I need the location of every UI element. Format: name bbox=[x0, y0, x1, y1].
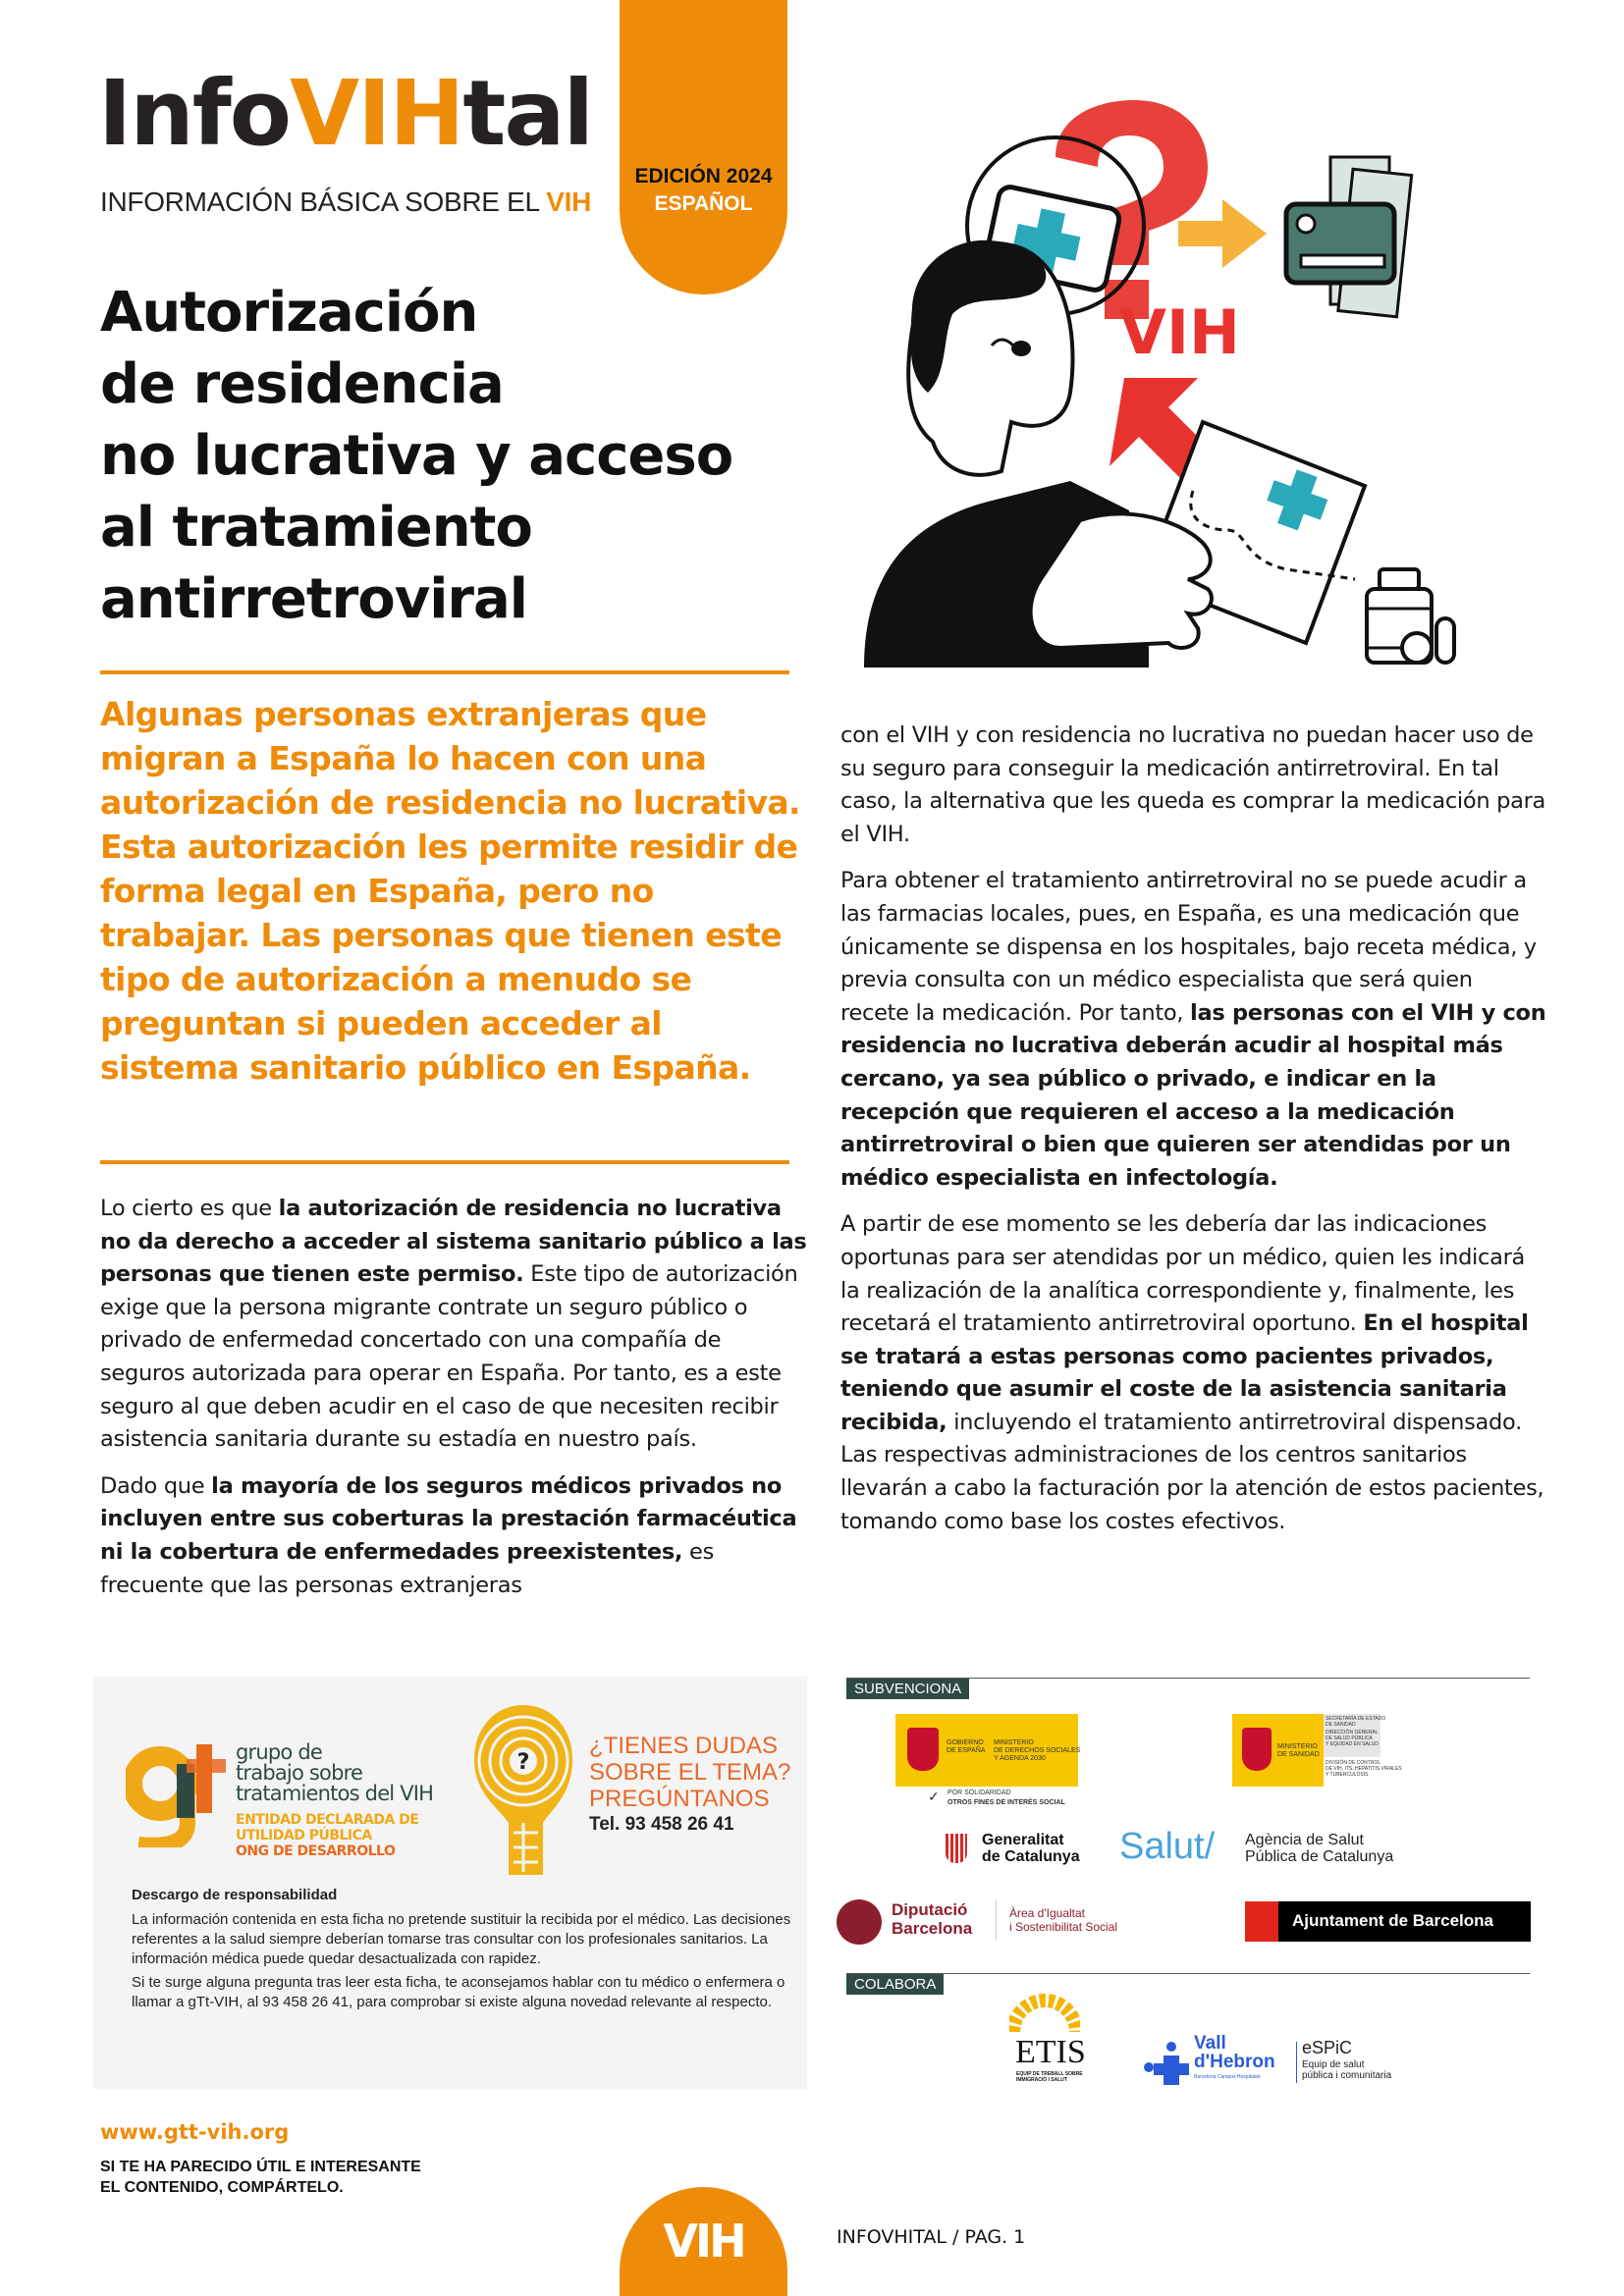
gtt-name-line: grupo de bbox=[236, 1740, 322, 1764]
title-line: al tratamiento bbox=[100, 496, 532, 560]
svg-text:?: ? bbox=[516, 1750, 530, 1775]
coat-of-arms-icon bbox=[1242, 1728, 1272, 1771]
separator bbox=[996, 1900, 997, 1940]
emphasis-text: las personas con el VIH y con residencia no lucrativa deberán acudir al hospital más cercano, ya sea público o privado, e indicar en la recepción que requieren el acceso a la medicación antirretroviral o bien que quieren ser atendidas por un médico especialista en infectología. bbox=[840, 999, 1546, 1191]
questions-callout bbox=[589, 1733, 790, 1812]
gov-text: DIVISIÓN DE CONTROL DE VIH, ITS, HEPATITIS VIRALES Y TUBERCULOSIS bbox=[1326, 1760, 1402, 1778]
gov-text: MINISTERIO DE SANIDAD bbox=[1277, 1743, 1320, 1758]
share-line: EL CONTENIDO, COMPÁRTELO. bbox=[100, 2179, 344, 2196]
gtt-status bbox=[236, 1812, 418, 1859]
lead-paragraph: Algunas personas extranjeras que migran a España lo hacen con una autorización de residencia no lucrativa. Esta autorización les permite residir de forma legal en España, pero no trabajar. Las personas que tienen este tipo de autorización a menudo se preguntan si pueden acceder al sistema sanitario público en España. bbox=[100, 695, 800, 1087]
gtt-name bbox=[236, 1742, 433, 1804]
page-number: INFOVHITAL / PAG. 1 bbox=[837, 2226, 1026, 2248]
callout-line: ¿TIENES DUDAS bbox=[589, 1733, 779, 1759]
etis-people-icon bbox=[1009, 1983, 1080, 2034]
coat-of-arms-icon bbox=[907, 1728, 939, 1771]
gov-text: MINISTERIO DE DERECHOS SOCIALES Y AGENDA 2030 bbox=[994, 1739, 1081, 1762]
logo-ministerio-sanidad bbox=[1232, 1714, 1324, 1787]
espic-subtitle: Equip de salut pública i comunitaria bbox=[1302, 2059, 1392, 2081]
logo-text-info: Info bbox=[98, 61, 290, 166]
body-text: incluyendo el tratamiento antirretroviral dispensado. Las respectivas administraciones de los centros sanitarios llevarán a cabo la facturación por la atención de estos pacientes, tomando como base los costes efectivos. bbox=[840, 1409, 1544, 1534]
disclaimer-paragraph: La información contenida en esta ficha no pretende sustituir la recibida por el médico. Las decisiones referentes a la salud siempre deberían tomarse tras consultar con los profesionales sanitarios. La información médica puede quedar desactualizada con rapidez. bbox=[132, 1911, 791, 1967]
solidaridad-line: POR SOLIDARIDAD bbox=[947, 1789, 1011, 1796]
tagline bbox=[100, 187, 591, 218]
paragraph bbox=[840, 865, 1547, 1195]
gtt-name-line: tratamientos del VIH bbox=[236, 1782, 434, 1805]
title-line: de residencia bbox=[100, 352, 504, 416]
edition-label: EDICIÓN 2024 bbox=[634, 165, 773, 187]
page-title bbox=[100, 277, 807, 635]
gov-text: DIRECCIÓN GENERAL DE SALUD PÚBLICA Y EQUIDAD EN SALUD bbox=[1326, 1730, 1379, 1747]
disclaimer-text bbox=[132, 1910, 799, 2016]
body-column-left bbox=[100, 1193, 807, 1616]
logo-ministerio-derechos-sociales bbox=[895, 1714, 1081, 1787]
logo-vall-hebron bbox=[1194, 2034, 1275, 2071]
body-text: Este tipo de autorización exige que la persona migrante contrate un seguro público o privado de enfermedad concertado con una compañía de seguros autorizada para operar en España. Por tanto, es a este seguro al que deben acudir en el caso de que necesiten recibir asistencia sanitaria durante su estadía en nuestro país. bbox=[100, 1261, 798, 1453]
body-text: Para obtener el tratamiento antirretroviral no se puede acudir a las farmacias locales, pues, en España, es una medicación que únicamente se dispensa en los hospitales, bajo receta médica, y previa consulta con un médico especialista que será quien recete la medicación. Por tanto, bbox=[840, 868, 1537, 1026]
logo-text-vih: VIH bbox=[289, 61, 463, 166]
id-card-icon bbox=[1286, 157, 1412, 317]
title-line: Autorización bbox=[100, 281, 478, 345]
callout-line: SOBRE EL TEMA? bbox=[589, 1759, 791, 1786]
ajuntament-text: Ajuntament de Barcelona bbox=[1292, 1911, 1493, 1930]
disclaimer-title: Descargo de responsabilidad bbox=[132, 1887, 338, 1903]
maze-question-icon bbox=[469, 1700, 577, 1875]
logo-espic: eSPiC bbox=[1302, 2038, 1353, 2057]
body-text: A partir de ese momento se les debería dar las indicaciones oportunas para ser atendidas por un médico, quien les indicará la realización de la analítica correspondiente y, finalmente, les recetará el tratamiento antirretroviral oportuno. bbox=[840, 1211, 1526, 1337]
vall-hebron-cross-icon bbox=[1144, 2042, 1191, 2087]
divider-top bbox=[100, 670, 789, 674]
emphasis-text: la autorización de residencia no lucrativa no da derecho a acceder al sistema sanitario público a las personas que tienen este permiso. bbox=[100, 1196, 807, 1288]
emphasis-text: la mayoría de los seguros médicos privados no incluyen entre sus coberturas la prestación farmacéutica ni la cobertura de enfermedades preexistentes, bbox=[100, 1472, 797, 1565]
gov-text: SECRETARÍA DE ESTADO DE SANIDAD bbox=[1326, 1716, 1386, 1728]
vall-text: d'Hebron bbox=[1194, 2052, 1275, 2072]
logo-etis: ETIS bbox=[1015, 2034, 1086, 2070]
share-message bbox=[100, 2157, 421, 2198]
vih-label: VIH bbox=[1119, 296, 1240, 368]
vall-text: Vall bbox=[1194, 2033, 1226, 2054]
body-text: con el VIH y con residencia no lucrativa no puedan hacer uso de su seguro para conseguir la medicación antirretroviral. En tal caso, la alternativa que les queda es comprar la medicación para el VIH. bbox=[840, 722, 1546, 847]
colabora-label: COLABORA bbox=[846, 1974, 944, 1995]
logo-generalitat: Generalitat de Catalunya bbox=[982, 1832, 1080, 1865]
gov-text: GOBIERNO DE ESPAÑA bbox=[947, 1739, 986, 1754]
body-text: Lo cierto es que bbox=[100, 1196, 279, 1221]
title-line: antirretroviral bbox=[100, 567, 527, 631]
paragraph bbox=[100, 1193, 807, 1457]
title-line: no lucrativa y acceso bbox=[100, 424, 733, 488]
language-label: ESPAÑOL bbox=[654, 192, 753, 215]
emphasis-text: En el hospital se tratará a estas personas como pacientes privados, teniendo que asumir el coste de la asistencia sanitaria recibida, bbox=[840, 1310, 1529, 1435]
checkmark-icon: ✓ bbox=[928, 1789, 940, 1804]
gtt-status-line: ONG DE DESARROLLO bbox=[236, 1843, 396, 1859]
illustration bbox=[854, 98, 1463, 667]
infovihtal-logo bbox=[98, 61, 593, 166]
share-line: SI TE HA PARECIDO ÚTIL E INTERESANTE bbox=[100, 2159, 421, 2175]
gtt-name-line: trabajo sobre bbox=[236, 1761, 363, 1785]
logo-salut-subtitle: Agència de Salut Pública de Catalunya bbox=[1245, 1832, 1394, 1865]
subvenciona-label: SUBVENCIONA bbox=[846, 1679, 969, 1699]
footer-vih-logo: VIH bbox=[663, 2215, 744, 2268]
body-text: Dado que bbox=[100, 1472, 212, 1499]
phone-number[interactable]: Tel. 93 458 26 41 bbox=[589, 1814, 734, 1835]
logo-diputacio: Diputació Barcelona bbox=[892, 1900, 973, 1938]
divider-bottom bbox=[100, 1160, 789, 1164]
paragraph bbox=[840, 1208, 1547, 1538]
diputacio-area: Àrea d'Igualtat i Sostenibilitat Social bbox=[1009, 1906, 1118, 1934]
separator bbox=[1296, 2042, 1297, 2083]
generalitat-shield-icon bbox=[946, 1834, 967, 1863]
tagline-accent: VIH bbox=[546, 187, 591, 217]
arrow-right-icon bbox=[1178, 199, 1267, 268]
paragraph bbox=[840, 720, 1547, 851]
diputacio-seal-icon bbox=[837, 1899, 882, 1945]
body-text: es frecuente que las personas extranjeras bbox=[100, 1538, 715, 1598]
vall-subtitle: Barcelona Campus Hospitalari bbox=[1194, 2074, 1261, 2080]
etis-subtitle: EQUIP DE TREBALL SOBRE IMMIGRACIÓ I SALUT bbox=[1016, 2071, 1083, 2083]
disclaimer-paragraph: Si te surge alguna pregunta tras leer esta ficha, te aconsejamos hablar con tu médico o enfermera o llamar a gTt-VIH, al 93 458 26 41, para comprobar si existe alguna novedad relevante al respecto. bbox=[132, 1974, 785, 2010]
callout-line: PREGÚNTANOS bbox=[589, 1786, 770, 1812]
solidaridad-line: OTROS FINES DE INTERÉS SOCIAL bbox=[947, 1799, 1065, 1806]
ajuntament-icon bbox=[1245, 1901, 1278, 1942]
gtt-logo-icon bbox=[126, 1730, 234, 1847]
logo-ajuntament bbox=[1245, 1901, 1531, 1942]
gtt-status-line: ENTIDAD DECLARADA DE bbox=[236, 1812, 419, 1828]
logo-salut: Salut/ bbox=[1119, 1826, 1216, 1867]
paragraph bbox=[100, 1470, 807, 1602]
tagline-text: INFORMACIÓN BÁSICA SOBRE EL bbox=[100, 187, 547, 217]
edition-tab bbox=[620, 0, 787, 294]
colabora-divider bbox=[846, 1973, 1530, 1974]
logo-text-tal: tal bbox=[462, 61, 593, 166]
body-column-right bbox=[840, 720, 1547, 1552]
website-link[interactable]: www.gtt-vih.org bbox=[100, 2120, 290, 2144]
gtt-status-line: UTILIDAD PÚBLICA bbox=[236, 1828, 372, 1843]
